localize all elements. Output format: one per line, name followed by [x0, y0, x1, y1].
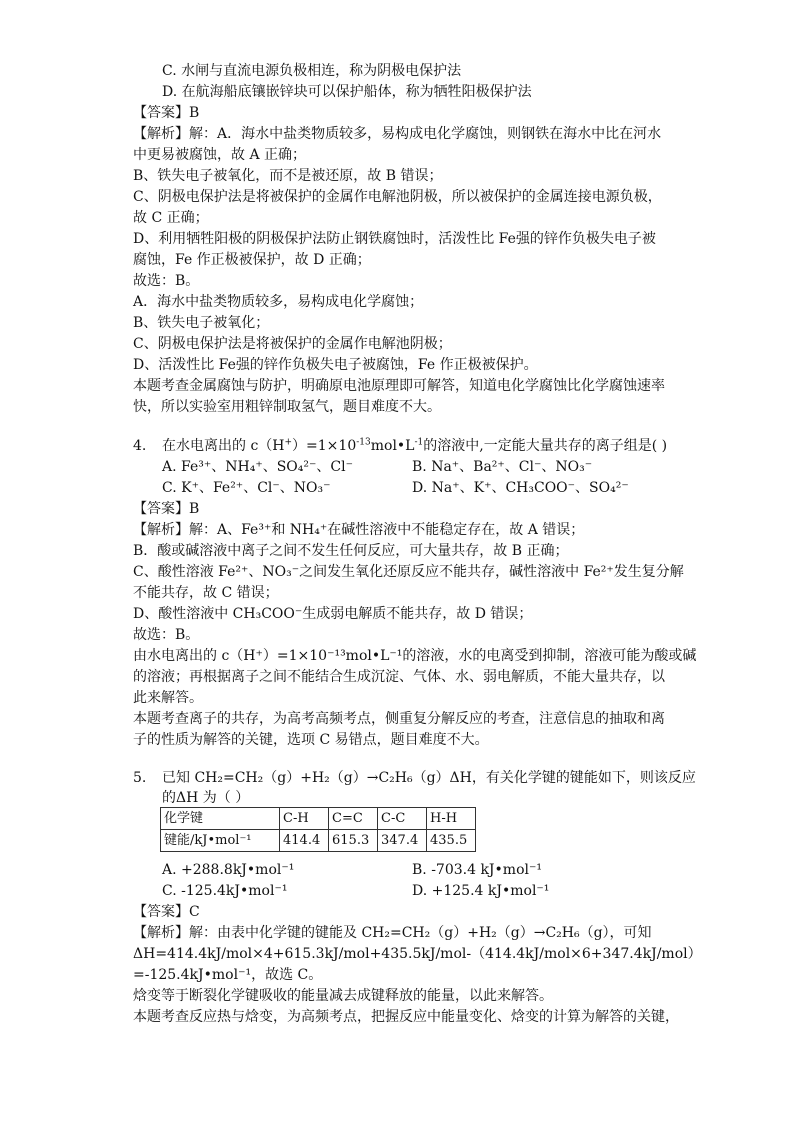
- q4-analysis-line: 本题考查离子的共存，为高考高频考点，侧重复分解反应的考查，注意信息的抽取和离: [133, 711, 665, 727]
- q3-analysis-line: 本题考查金属腐蚀与防护，明确原电池原理即可解答，知道电化学腐蚀比化学腐蚀速率: [133, 378, 665, 394]
- q4-analysis-line: C、酸性溶液 Fe²⁺、NO₃⁻之间发生氧化还原反应不能共存，碱性溶液中 Fe²⁺发生复分解: [133, 564, 684, 580]
- table-row: [161, 808, 476, 830]
- q3-analysis-line: C、阴极电保护法是将被保护的金属作电解池阴极，所以被保护的金属连接电源负极，: [133, 189, 662, 205]
- q5-option-a: A. +288.8kJ•mol⁻¹: [162, 862, 295, 878]
- q4-answer: 【答案】B: [133, 501, 200, 517]
- q4-number: 4.: [133, 438, 147, 454]
- q3-analysis-line: B、铁失电子被氧化，而不是被还原，故 B 错误；: [133, 168, 443, 184]
- table-cell: 615.3: [329, 830, 378, 852]
- q5-analysis-line: 【解析】解：由表中化学键的键能及 CH₂=CH₂（g）+H₂（g）→C₂H₆（g），可知: [133, 925, 652, 941]
- table-row: [161, 830, 476, 852]
- q3-analysis-line: 故选：B。: [133, 273, 200, 289]
- q4-stem: 在水电离出的 $c(H^+)=1\times 10^{-13}mol•L^{-1}$的溶液中,一定能大量共存的离子组是( ): [162, 437, 668, 454]
- q5-answer: 【答案】C: [133, 904, 200, 920]
- q4-analysis-line: 此来解答。: [133, 690, 203, 706]
- table-cell: 347.4: [378, 830, 427, 852]
- table-header-cell: C-H: [280, 808, 329, 830]
- q5-stem-line: 的ΔH 为（ ）: [162, 790, 250, 806]
- q3-option-d: D. 在航海船底镶嵌锌块可以保护船体，称为牺牲阳极保护法: [162, 84, 532, 100]
- q3-analysis-line: D、利用牺牲阳极的阴极保护法防止钢铁腐蚀时，活泼性比 Fe强的锌作负极失电子被: [133, 231, 656, 247]
- q4-analysis-line: 子的性质为解答的关键，选项 C 易错点，题目难度不大。: [133, 732, 489, 748]
- table-cell: 414.4: [280, 830, 329, 852]
- q5-option-c: C. -125.4kJ•mol⁻¹: [162, 883, 288, 899]
- q4-analysis-line: 故选：B。: [133, 627, 200, 643]
- q4-option-d: D. Na⁺、K⁺、CH₃COO⁻、SO₄²⁻: [412, 480, 629, 496]
- table-header-cell: H-H: [427, 808, 476, 830]
- q3-analysis-line: 故 C 正确；: [133, 210, 209, 226]
- q5-analysis-line: ΔH=414.4kJ/mol×4+615.3kJ/mol+435.5kJ/mol-（414.4kJ/mol×6+347.4kJ/mol）: [133, 946, 702, 962]
- q5-analysis-line: =-125.4kJ•mol⁻¹，故选 C。: [133, 967, 323, 983]
- table-header-cell: C=C: [329, 808, 378, 830]
- q3-analysis-line: 腐蚀，Fe 作正极被保护，故 D 正确；: [133, 252, 371, 268]
- q5-stem-line: 已知 CH₂=CH₂（g）+H₂（g）→C₂H₆（g）ΔH，有关化学键的键能如下，则该反应: [162, 770, 696, 786]
- q4-option-c: C. K⁺、Fe²⁺、Cl⁻、NO₃⁻: [162, 480, 331, 496]
- q3-analysis-line: A．海水中盐类物质较多，易构成电化学腐蚀；: [133, 294, 424, 310]
- q4-analysis-line: 不能共存，故 C 错误；: [133, 585, 279, 601]
- q3-option-c: C. 水闸与直流电源负极相连，称为阴极电保护法: [162, 63, 462, 79]
- q5-number: 5.: [133, 770, 147, 786]
- table-header-cell: C-C: [378, 808, 427, 830]
- q4-option-a: A. Fe³⁺、NH₄⁺、SO₄²⁻、Cl⁻: [162, 459, 353, 475]
- q5-analysis-line: 本题考查反应热与焓变，为高频考点，把握反应中能量变化、焓变的计算为解答的关键，: [133, 1009, 679, 1025]
- q3-analysis-line: D、活泼性比 Fe强的锌作负极失电子被腐蚀，Fe 作正极被保护。: [133, 357, 538, 373]
- q4-analysis-line: D、酸性溶液中 CH₃COO⁻生成弱电解质不能共存，故 D 错误；: [133, 606, 533, 622]
- q5-analysis-line: 焓变等于断裂化学键吸收的能量减去成键释放的能量，以此来解答。: [133, 988, 553, 1004]
- q5-option-b: B. -703.4 kJ•mol⁻¹: [412, 862, 542, 878]
- q4-analysis-line: 的溶液；再根据离子之间不能结合生成沉淀、气体、水、弱电解质，不能大量共存，以: [133, 669, 665, 685]
- table-header-cell: 化学键: [161, 808, 280, 830]
- q3-answer: 【答案】B: [133, 105, 200, 121]
- q3-analysis-line: 中更易被腐蚀，故 A 正确；: [133, 147, 307, 163]
- q4-analysis-line: 【解析】解：A、Fe³⁺和 NH₄⁺在碱性溶液中不能稳定存在，故 A 错误；: [133, 522, 585, 538]
- table-cell: 键能/kJ•mol⁻¹: [161, 830, 280, 852]
- bond-energy-table: [160, 807, 476, 852]
- q3-analysis-line: 【解析】解：A．海水中盐类物质较多，易构成电化学腐蚀，则钢铁在海水中比在河水: [133, 126, 662, 142]
- q5-option-d: D. +125.4 kJ•mol⁻¹: [412, 883, 550, 899]
- q4-analysis-line: B．酸或碱溶液中离子之间不发生任何反应，可大量共存，故 B 正确；: [133, 543, 569, 559]
- table-cell: 435.5: [427, 830, 476, 852]
- q3-analysis-line: 快，所以实验室用粗锌制取氢气，题目难度不大。: [133, 399, 441, 415]
- q3-analysis-line: C、阴极电保护法是将被保护的金属作电解池阴极；: [133, 336, 452, 352]
- q4-analysis-line: 由水电离出的 c（H⁺）=1×10⁻¹³mol•L⁻¹的溶液，水的电离受到抑制，溶液可能为酸或碱: [133, 648, 697, 664]
- q4-option-b: B. Na⁺、Ba²⁺、Cl⁻、NO₃⁻: [412, 459, 593, 475]
- q3-analysis-line: B、铁失电子被氧化；: [133, 315, 270, 331]
